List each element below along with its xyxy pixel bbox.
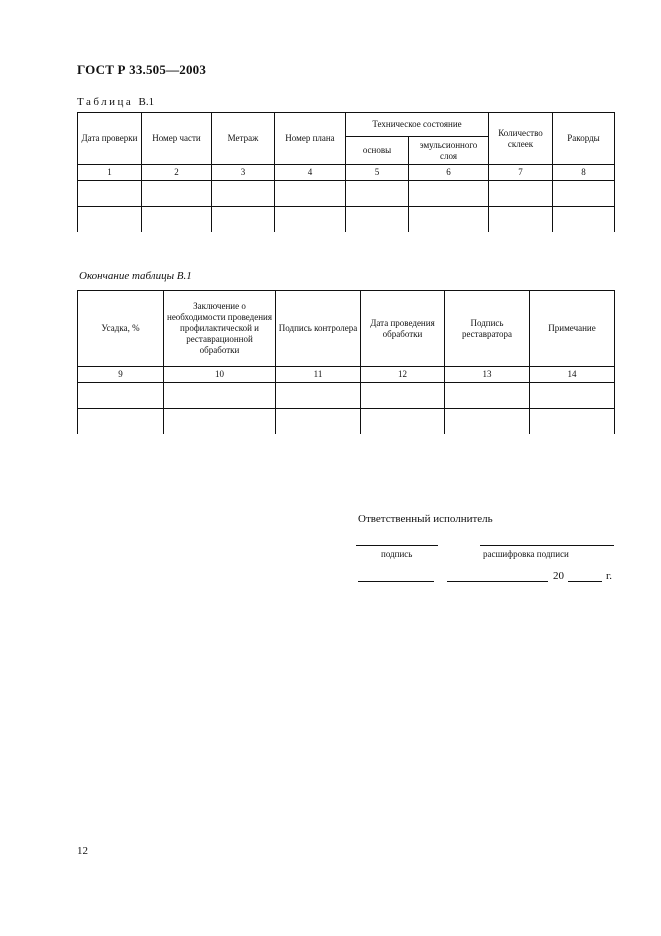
col-number: 13 [445,367,530,383]
table-row [78,383,615,409]
date-year-line[interactable] [568,581,602,582]
table-cell[interactable] [78,409,164,435]
table-cell[interactable] [346,207,409,233]
table-cell[interactable] [553,181,615,207]
col-number: 7 [489,165,553,181]
table-cell[interactable] [212,207,275,233]
table-header-row [78,113,615,137]
col-number: 12 [361,367,445,383]
table-cell[interactable] [445,383,530,409]
table-header-row [78,291,615,367]
col-number: 10 [164,367,276,383]
col-number: 11 [276,367,361,383]
signature-line[interactable] [356,545,438,546]
col-number: 1 [78,165,142,181]
col-header-splices: Количество склеек [489,113,553,165]
responsible-executor-label: Ответственный исполнитель [358,513,493,525]
table-row [78,181,615,207]
col-number: 2 [142,165,212,181]
table-cell[interactable] [78,383,164,409]
col-header-restorer-sign: Подпись реставратора [445,291,530,367]
table-caption-number: В.1 [138,96,155,108]
table-cell[interactable] [346,181,409,207]
table-cell[interactable] [164,409,276,435]
table-cell[interactable] [212,181,275,207]
document-code: ГОСТ Р 33.505—2003 [77,62,207,77]
table-b1 [77,112,615,232]
table-cell[interactable] [530,383,615,409]
col-header-part: Номер части [142,113,212,165]
table-cell[interactable] [142,207,212,233]
column-number-row [78,165,615,181]
table-continuation-caption: Окончание таблицы В.1 [79,270,192,282]
col-header-controller-sign: Подпись контролера [276,291,361,367]
column-number-row [78,367,615,383]
table-cell[interactable] [164,383,276,409]
col-number: 6 [409,165,489,181]
table-caption [77,96,154,108]
year-prefix: 20 [553,570,564,582]
signature-decode-line[interactable] [480,545,614,546]
col-header-date: Дата проверки [78,113,142,165]
table-cell[interactable] [275,181,346,207]
table-row [78,409,615,435]
col-header-shrink: Усадка, % [78,291,164,367]
table-cell[interactable] [78,181,142,207]
col-header-emulsion: эмульсионного слоя [409,137,489,165]
table-cell[interactable] [553,207,615,233]
col-header-leaders: Ракорды [553,113,615,165]
col-number: 14 [530,367,615,383]
table-b1-end [77,290,615,434]
col-header-meter: Метраж [212,113,275,165]
table-row [78,207,615,233]
col-header-conclusion: Заключение о необходимости проведения профилактической и реставрационной обработки [164,291,276,367]
col-number: 4 [275,165,346,181]
signature-decode-caption: расшифровка подписи [483,549,569,559]
col-header-tech-state: Техническое состояние [346,113,489,137]
col-number: 3 [212,165,275,181]
table-cell[interactable] [445,409,530,435]
year-suffix: г. [606,570,613,582]
col-header-note: Примечание [530,291,615,367]
table-cell[interactable] [489,207,553,233]
table-cell[interactable] [275,207,346,233]
table-caption-word: Таблица [77,96,134,108]
table-cell[interactable] [409,207,489,233]
table-cell[interactable] [361,383,445,409]
table-cell[interactable] [78,207,142,233]
col-number: 5 [346,165,409,181]
col-header-base: основы [346,137,409,165]
table-cell[interactable] [409,181,489,207]
page-number: 12 [77,845,88,857]
date-month-line[interactable] [447,581,548,582]
table-cell[interactable] [276,409,361,435]
date-day-line[interactable] [358,581,434,582]
col-number: 8 [553,165,615,181]
table-cell[interactable] [489,181,553,207]
col-header-plan: Номер плана [275,113,346,165]
col-header-processing-date: Дата проведения обработки [361,291,445,367]
table-cell[interactable] [142,181,212,207]
table-cell[interactable] [530,409,615,435]
col-number: 9 [78,367,164,383]
table-cell[interactable] [276,383,361,409]
signature-caption: подпись [381,549,413,559]
table-cell[interactable] [361,409,445,435]
